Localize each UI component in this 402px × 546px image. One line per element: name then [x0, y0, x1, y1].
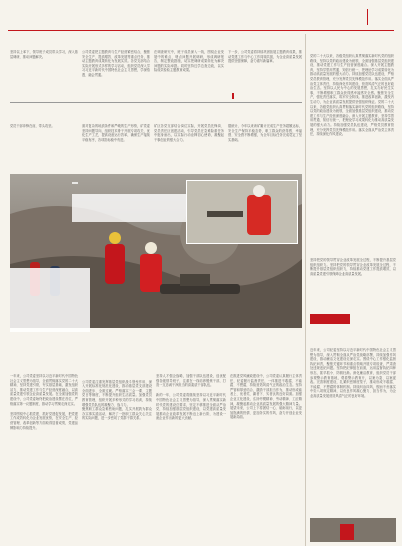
photo-bottom-right-image	[310, 518, 396, 542]
article2-body-col2: 面对复杂的地质条件和严峻的生产形势，矿党委坚持问题导向，组织技术骨干开展专项攻关，优化生产工艺，提高设备运行效率，确保生产接续平稳有序，各项指标稳中有进。	[82, 124, 150, 142]
sidebar-top	[308, 34, 396, 254]
article2-body-col3: 矿区各党支部结合岗位实际，开展党员先锋岗、党员责任区创建活动，引导党员在急难险重任务中挺身而出，以实际行动诠释初心使命，凝聚起干事创业的强大合力。	[154, 124, 224, 142]
photo-small-caption	[12, 270, 88, 296]
article1-body-col4: 下一步，公司党委将持续巩固拓展主题教育成果，推动党建工作与中心工作同频共振，为企业高质量发展提供坚强保障，奋力谱写新篇章。	[228, 50, 302, 64]
article2-body-col1: 党员干部冲锋在前，带头攻坚。	[10, 124, 55, 128]
photo-inset-image	[187, 181, 297, 243]
article1-body-col2: 公司党委把主题教育与生产经营紧密结合，聚焦安全生产、提质增效、改革发展等重点任务，推动主题教育成果转化为发展实效。各党支部结合实际开展形式多样的学习活动，组织党员深入学习习近平新时代中国特色社会主义思想，学深悟透、融会贯通。	[82, 50, 150, 77]
masthead	[0, 0, 402, 34]
article3-body-col1: 一年来，公司党委坚持以习近平新时代中国特色社会主义思想为指导，全面贯彻落实党的二十大精神，坚持党建引领，夯实基层基础，激发组织活力，推动党建工作与生产经营深度融合，以高质量党建引领企业高质量发展。在全面加强党的建设中，公司党委始终把政治建设摆在首位，严格落实第一议题制度，推动学习贯彻走深走实。 坚持围绕中心抓党建、抓好党建促发展，把党建工作成效转化为企业发展优势，在安全生产、经营管理、改革创新等方面取得显著成绩，党建品牌影响力持续提升。	[10, 374, 78, 430]
article1-body-col3: 在调查研究中，班子成员深入一线，围绕企业发展中的难点、堵点问题开展调研，形成调研报告，制定整改措施，切实把调研成果转化为解决问题的实际举措。同时坚持边学边查边改，以实际成效检验主题教育成果。	[154, 50, 224, 73]
sidebar-body: 党的二十大以来，各级党组织认真贯彻落实新时代党的组织路线，坚持以党的政治建设为统领，全面加强基层党组织建设，推动党建工作与生产经营深度融合。深入开展主题教育，坚持学思用贯通、知信行统一，把理论学习成果转化为推动高质量发展的强大动力。持续加强党员队伍建设，严格党员教育管理，充分发挥党员先锋模范作用。落实全面从严治党主体责任，持续深化作风建设，营造风清气正的良好政治生态。坚持以人民为中心的发展思想，扎实办好民生实事，不断增强职工群众获得感幸福感安全感。聚焦安全生产，强化责任落实，筑牢安全防线。推进改革创新，激发内生动力，为企业高质量发展提供坚强组织保证。党的二十大以来，各级党组织认真贯彻落实新时代党的组织路线，坚持以党的政治建设为统领，全面加强基层党组织建设，推动党建工作与生产经营深度融合。深入开展主题教育，坚持学思用贯通、知信行统一，把理论学习成果转化为推动高质量发展的强大动力。持续加强党员队伍建设，严格党员教育管理，充分发挥党员先锋模范作用。落实全面从严治党主体责任，持续深化作风建设。	[310, 54, 394, 137]
photo-small-caption2	[12, 300, 88, 326]
section-divider	[367, 9, 368, 25]
masthead-rule	[8, 30, 394, 31]
photo-inset-worker	[186, 180, 298, 244]
rule-article1	[10, 102, 302, 103]
photo-small-block	[10, 268, 90, 332]
article3-body-col3: 坚持人才强企战略，加强干部队伍建设，选优配强各级领导班子，注重在一线培养锻炼干部，打造一支忠诚干净担当的高素质干部队伍。 新的一年，公司党委将继续坚持以习近平新时代中国特色社会主义思想为指导，深入贯彻落实新时代党的建设总要求，坚定不移推进全面从严治党，持续加强基层党组织建设，以党建高质量发展推动企业改革发展不断迈上新台阶，为建设一流企业作出新的更大贡献。	[156, 374, 226, 421]
photo-bottom-right	[310, 518, 396, 542]
tag-theme-education	[232, 90, 302, 102]
article2-body-col4: 据统计，今年以来该矿累计完成生产任务超额达标，安全生产保持平稳态势，职工群众的获得感、幸福感、安全感不断增强，为全年目标任务完成奠定了坚实基础。	[228, 124, 302, 142]
article1-body-col1: 坚持以上率下，领导班子成员带头学习，深入基层调研，推动问题解决。	[10, 50, 78, 59]
special-tag-box	[310, 314, 350, 324]
article3-body-col4: 在推进党风廉政建设中，公司党委认真履行主体责任，纪委履行监督责任，一体推进不敢腐、不能腐、不想腐，持续营造风清气正的政治生态。坚持严管和厚爱结合，激励干部担当作为，推动形成能者上、优者奖、庸者下、劣者汰的良好局面。加强企业文化建设，弘扬劳模精神、劳动精神、工匠精神，凝聚起推动企业高质量发展的强大精神力量。展望未来，公司上下将团结一心、砥砺前行，以更加饱满的热情、更加务实的作风，奋力开创企业发展新局面。	[230, 374, 302, 420]
sidebar-mid-body: 坚持把党的领导贯穿企业改革发展全过程，不断提升基层党组织组织力。坚持把党的领导贯穿企业改革发展全过程，不断提升基层党组织组织力，持续推动党建工作提质增效，以高质量党建引领保障企业高质量发展。	[310, 258, 396, 276]
photo-caption	[72, 194, 186, 222]
special-body: 近年来，公司纪委坚持以习近平新时代中国特色社会主义思想为指导，深入贯彻全面从严治党战略部署，持续加强作风建设，推动廉洁文化建设走深走实。围绕中心工作强化监督执纪问责，聚焦关键环节和重点领域开展专项检查，严肃查处违规违纪问题。坚持把纪律挺在前面，运用监督执纪四种形态，抓早抓小、防微杜渐。深化廉洁教育，组织党员干部参观警示教育基地，观看警示教育片，以案为鉴、以案促改。完善制度建设，扎紧织密制度笼子，推动形成不敢腐、不能腐、不想腐的体制机制。持续纠治四风，锲而不舍落实中央八项规定精神，以优良作风凝心聚力、担当作为，为企业高质量发展营造风清气正的良好环境。	[310, 348, 396, 398]
photo-slogan	[72, 182, 78, 184]
article3-body-col2: 公司党委注重发挥基层党组织战斗堡垒作用，深入开展标准化规范化建设，推动基层党支部建设全面进步、全面过硬。严格落实三会一课、主题党日等制度，不断提升组织生活质量。加强党员教育管理，组织开展多种形式的学习培训，持续增强党员队伍的凝聚力、战斗力。 聚焦职工群众急难愁盼问题，扎实开展我为群众办实事实践活动，解决了一批职工群众关心关注的实际问题，进一步密切了党群干群关系。	[82, 379, 152, 421]
column-divider	[305, 34, 306, 546]
